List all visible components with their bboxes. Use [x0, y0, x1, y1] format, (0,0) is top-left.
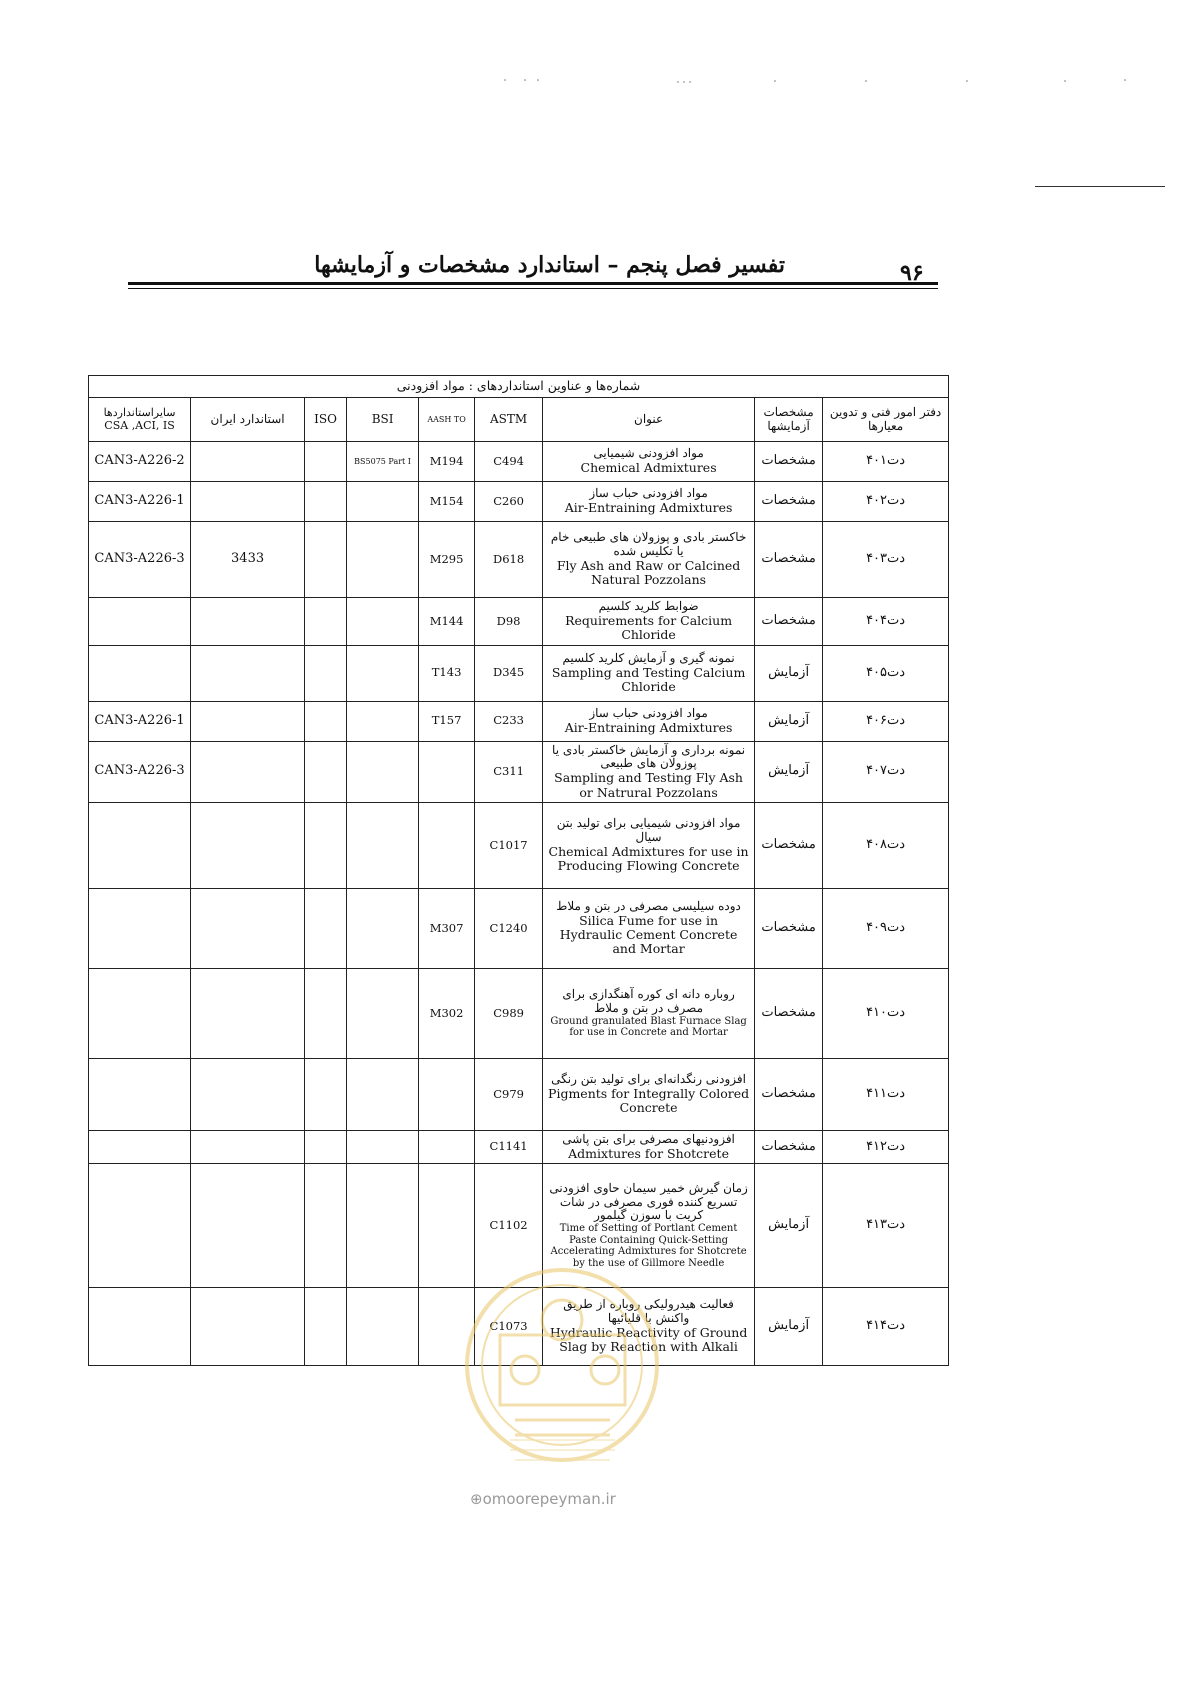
row-number: دت۴۰۹ — [823, 888, 949, 968]
row-iran — [191, 442, 305, 482]
row-bsi — [347, 522, 419, 598]
row-bsi — [347, 1288, 419, 1366]
row-number: دت۴۰۸ — [823, 802, 949, 888]
row-astm: D618 — [475, 522, 543, 598]
table-row — [89, 522, 949, 598]
header-iran: استاندارد ایران — [191, 398, 305, 442]
row-iran — [191, 701, 305, 741]
row-other: CAN3-A226-3 — [89, 741, 191, 802]
row-other: CAN3-A226-3 — [89, 522, 191, 598]
row-other — [89, 1288, 191, 1366]
row-iran — [191, 1058, 305, 1130]
row-bsi — [347, 598, 419, 646]
row-astm: D345 — [475, 645, 543, 701]
row-type: آزمایش — [755, 1288, 823, 1366]
scan-edge-line — [1035, 186, 1165, 187]
row-iso — [305, 522, 347, 598]
title-fa: نمونه گیری و آزمایش کلرید کلسیم — [562, 650, 735, 665]
row-bsi — [347, 482, 419, 522]
row-type: مشخصات — [755, 482, 823, 522]
table-row — [89, 888, 949, 968]
running-title: تفسیر فصل پنجم – استاندارد مشخصات و آزمایشها — [314, 252, 785, 278]
title-fa: مواد افزودنی شیمیایی — [593, 446, 704, 461]
row-type: آزمایش — [755, 741, 823, 802]
row-type: آزمایش — [755, 701, 823, 741]
row-astm: C1141 — [475, 1130, 543, 1163]
row-astm: C311 — [475, 741, 543, 802]
title-fa: افزودنیهای مصرفی برای بتن پاشی — [562, 1131, 735, 1146]
header-other: سایراستانداردها CSA ,ACI, IS — [89, 398, 191, 442]
row-type: مشخصات — [755, 522, 823, 598]
row-aashto: M144 — [419, 598, 475, 646]
row-title — [543, 802, 755, 888]
row-number: دت۴۱۲ — [823, 1130, 949, 1163]
title-fa: مواد افزودنی حباب ساز — [589, 705, 708, 720]
title-en: Hydraulic Reactivity of Ground Slag by Reaction with Alkali — [549, 1324, 748, 1355]
header-iso: ISO — [305, 398, 347, 442]
row-type: مشخصات — [755, 442, 823, 482]
title-fa: خاکستر بادی و پوزولان های طبیعی خام یا تکلیس شده — [550, 530, 747, 559]
row-iso — [305, 645, 347, 701]
row-iso — [305, 482, 347, 522]
row-astm: D98 — [475, 598, 543, 646]
row-aashto: M302 — [419, 968, 475, 1058]
title-en: Air-Entraining Admixtures — [564, 719, 733, 735]
row-astm: C1017 — [475, 802, 543, 888]
row-iso — [305, 1164, 347, 1288]
title-fa: مواد افزودنی شیمیایی برای تولید بتن سیال — [556, 816, 741, 845]
title-en: Time of Setting of Portlant Cement Paste Containing Quick-Setting Accelerating Admixtures for Shotcrete by the use of Gillmore Needle — [550, 1223, 747, 1269]
title-en: Air-Entraining Admixtures — [564, 500, 733, 516]
standards-table — [88, 375, 949, 1366]
row-aashto: M154 — [419, 482, 475, 522]
row-aashto — [419, 1058, 475, 1130]
row-title — [543, 701, 755, 741]
row-other: CAN3-A226-2 — [89, 442, 191, 482]
table-row — [89, 442, 949, 482]
row-iran — [191, 1130, 305, 1163]
row-bsi — [347, 1058, 419, 1130]
row-astm: C989 — [475, 968, 543, 1058]
row-number: دت۴۱۰ — [823, 968, 949, 1058]
row-iso — [305, 741, 347, 802]
row-title — [543, 442, 755, 482]
row-type: آزمایش — [755, 645, 823, 701]
header-astm: ASTM — [475, 398, 543, 442]
row-bsi — [347, 968, 419, 1058]
row-bsi — [347, 888, 419, 968]
title-fa: مواد افزودنی حباب ساز — [589, 486, 708, 501]
row-number: دت۴۱۴ — [823, 1288, 949, 1366]
row-number: دت۴۰۱ — [823, 442, 949, 482]
row-number: دت۴۰۷ — [823, 741, 949, 802]
row-title — [543, 888, 755, 968]
row-title — [543, 1130, 755, 1163]
row-iran — [191, 802, 305, 888]
row-number: دت۴۱۱ — [823, 1058, 949, 1130]
row-astm: C1240 — [475, 888, 543, 968]
header-rule-thin — [128, 288, 938, 289]
row-iran — [191, 598, 305, 646]
row-type: آزمایش — [755, 1164, 823, 1288]
row-type: مشخصات — [755, 1058, 823, 1130]
row-other — [89, 645, 191, 701]
row-astm: C494 — [475, 442, 543, 482]
header-aashto: AASH TO — [419, 398, 475, 442]
row-iran — [191, 482, 305, 522]
scan-specks — [0, 70, 1195, 90]
row-iso — [305, 1058, 347, 1130]
row-iso — [305, 1130, 347, 1163]
row-bsi — [347, 741, 419, 802]
table-row — [89, 598, 949, 646]
row-bsi — [347, 645, 419, 701]
row-astm: C260 — [475, 482, 543, 522]
table-row — [89, 802, 949, 888]
header-type: مشخصات آزمایشها — [755, 398, 823, 442]
row-iso — [305, 968, 347, 1058]
title-en: Chemical Admixtures — [580, 460, 717, 476]
row-iso — [305, 442, 347, 482]
row-astm: C979 — [475, 1058, 543, 1130]
row-other — [89, 1164, 191, 1288]
row-bsi: BS5075 Part I — [347, 442, 419, 482]
title-fa: دوده سیلیسی مصرفی در بتن و ملاط — [556, 898, 741, 913]
row-number: دت۴۰۳ — [823, 522, 949, 598]
globe-icon: ⊕ — [470, 1490, 483, 1508]
row-astm: C1102 — [475, 1164, 543, 1288]
row-number: دت۴۱۳ — [823, 1164, 949, 1288]
row-type: مشخصات — [755, 598, 823, 646]
row-aashto: M295 — [419, 522, 475, 598]
title-fa: نمونه برداری و آزمایش خاکستر بادی یا پوزولان های طبیعی — [552, 742, 746, 771]
row-bsi — [347, 802, 419, 888]
row-type: مشخصات — [755, 802, 823, 888]
row-title — [543, 482, 755, 522]
title-en: Silica Fume for use in Hydraulic Cement Concrete and Mortar — [559, 912, 738, 957]
row-number: دت۴۰۶ — [823, 701, 949, 741]
row-other — [89, 968, 191, 1058]
title-en: Pigments for Integrally Colored Concrete — [548, 1085, 750, 1116]
title-fa: زمان گیرش خمیر سیمان حاوی افزودنی تسریع کننده فوری مصرفی در شات کریت با سوزن گیلمور — [549, 1180, 748, 1223]
row-title — [543, 522, 755, 598]
table-row — [89, 482, 949, 522]
table-header-row — [89, 398, 949, 442]
page-number: ۹۶ — [900, 260, 924, 286]
row-astm: C1073 — [475, 1288, 543, 1366]
row-aashto: M194 — [419, 442, 475, 482]
table-row — [89, 1130, 949, 1163]
row-title — [543, 1058, 755, 1130]
row-bsi — [347, 1130, 419, 1163]
title-fa: فعالیت هیدرولیکی روباره از طریق واکنش با قلیائیها — [563, 1297, 734, 1326]
row-other: CAN3-A226-1 — [89, 701, 191, 741]
row-aashto — [419, 741, 475, 802]
header-rule — [128, 282, 938, 285]
title-fa: ضوابط کلرید کلسیم — [598, 599, 699, 613]
row-bsi — [347, 701, 419, 741]
seal-logo-icon — [455, 1255, 670, 1485]
header-title: عنوان — [543, 398, 755, 442]
row-astm: C233 — [475, 701, 543, 741]
row-type: مشخصات — [755, 968, 823, 1058]
header-bsi: BSI — [347, 398, 419, 442]
table-row — [89, 645, 949, 701]
row-iso — [305, 1288, 347, 1366]
row-iso — [305, 802, 347, 888]
row-other — [89, 802, 191, 888]
row-number: دت۴۰۵ — [823, 645, 949, 701]
row-bsi — [347, 1164, 419, 1288]
title-en: Requirements for Calcium Chloride — [565, 612, 733, 643]
table-caption: شماره‌ها و عناوین استانداردهای : مواد افزودنی — [89, 376, 949, 398]
title-en: Chemical Admixtures for use in Producing Flowing Concrete — [548, 843, 749, 874]
row-other: CAN3-A226-1 — [89, 482, 191, 522]
row-number: دت۴۰۲ — [823, 482, 949, 522]
title-en: Sampling and Testing Calcium Chloride — [551, 664, 746, 694]
row-other — [89, 1058, 191, 1130]
row-iran — [191, 1164, 305, 1288]
row-iso — [305, 598, 347, 646]
row-title — [543, 741, 755, 802]
title-en: Fly Ash and Raw or Calcined Natural Pozzolans — [556, 557, 741, 588]
row-other — [89, 1130, 191, 1163]
row-iran — [191, 741, 305, 802]
table-row — [89, 1058, 949, 1130]
row-iran: 3433 — [191, 522, 305, 598]
table-row — [89, 701, 949, 741]
row-title — [543, 645, 755, 701]
row-aashto: M307 — [419, 888, 475, 968]
row-aashto — [419, 1130, 475, 1163]
row-other — [89, 888, 191, 968]
row-other — [89, 598, 191, 646]
row-iran — [191, 888, 305, 968]
title-en: Admixtures for Shotcrete — [568, 1145, 729, 1161]
row-iran — [191, 1288, 305, 1366]
row-aashto — [419, 802, 475, 888]
watermark-url: omoorepeyman.ir — [482, 1490, 616, 1508]
row-aashto: T157 — [419, 701, 475, 741]
title-fa: افزودنی رنگدانه‌ای برای تولید بتن رنگی — [551, 1072, 746, 1087]
table-row — [89, 968, 949, 1058]
table-row — [89, 741, 949, 802]
header-number: دفتر امور فنی و تدوین معیارها — [823, 398, 949, 442]
watermark-text — [470, 1490, 616, 1508]
row-iso — [305, 701, 347, 741]
row-iran — [191, 968, 305, 1058]
title-en: Sampling and Testing Fly Ash or Natrural Pozzolans — [554, 770, 743, 800]
title-fa: روباره دانه ای کوره آهنگدازی برای مصرف در بتن و ملاط — [562, 987, 735, 1015]
title-en: Ground granulated Blast Furnace Slag for use in Concrete and Mortar — [550, 1015, 747, 1039]
row-title — [543, 968, 755, 1058]
row-type: مشخصات — [755, 1130, 823, 1163]
row-iran — [191, 645, 305, 701]
row-aashto: T143 — [419, 645, 475, 701]
row-number: دت۴۰۴ — [823, 598, 949, 646]
row-title — [543, 598, 755, 646]
row-iso — [305, 888, 347, 968]
row-type: مشخصات — [755, 888, 823, 968]
